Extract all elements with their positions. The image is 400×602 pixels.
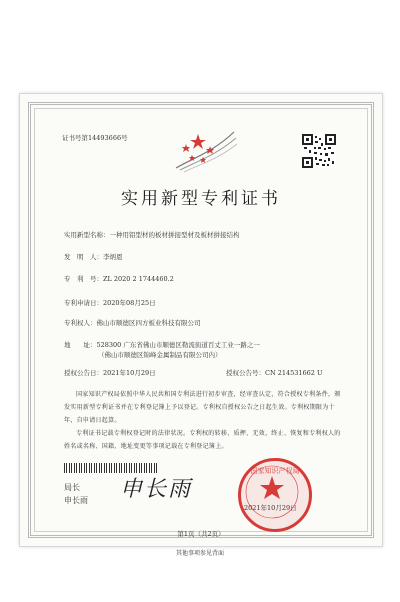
certificate-sheet [19,93,383,547]
utility-model-name-row [64,230,240,239]
certificate-title: 实用新型专利证书 [121,189,281,209]
row-value: ZL 2020 2 1744460.2 [103,275,174,283]
row-label: 地 址： [64,341,97,349]
footer-note: 其他事项参见背面 [175,550,224,557]
application-date-row [64,298,156,307]
page-number: 第1页（共2页） [177,530,225,538]
announce-number: 授权公告号：CN 214531662 U [226,369,323,377]
qr-code-icon [302,134,336,168]
address-line2: （佛山市顺德区锦峰金属制品有限公司内） [98,351,222,359]
row-label: 专利权人： [64,319,97,327]
signature-name-print: 申长雨 [64,496,88,505]
signature: 申长雨 [120,477,193,502]
row-value: 李炳恩 [103,253,123,261]
inventor-row [64,252,123,261]
legal-paragraph-1: 国家知识产权局依照中华人民共和国专利法进行初步审查，经审查认定，符合授权专利条件，颁发实用新型专利证书并在专利登记簿上予以登记。专利权自授权公告之日起生效。专利权期限为十年，自申请日起算。 [64,391,341,424]
address-row [64,340,260,349]
row-label: 发 明 人： [64,253,103,261]
signature-role: 局长 [64,483,80,492]
row-label: 实用新型名称： [64,231,110,239]
official-seal [238,458,312,532]
patentee-row [64,318,201,327]
row-value: 一种用铝型材的板材拼接型材及板材拼接结构 [109,231,240,239]
certificate-number: 证书号第14493666号 [62,134,128,142]
seal-date: 2021年10月29日 [244,504,297,512]
row-value: 佛山市顺德区四方板业科技有限公司 [96,319,201,327]
row-value: 2020年08月25日 [103,299,156,307]
seal-star-icon [260,476,284,499]
legal-paragraph-2: 专利证书记载专利权登记时的法律状况。专利权的转移、质押、无效、终止、恢复和专利权人的姓名或名称、国籍、地址变更等事项记载在专利登记簿上。 [64,430,341,450]
announce-date: 授权公告日：2021年10月29日 [64,369,156,377]
seal-text: 国家知识产权局 [250,467,300,475]
row-label: 专 利 号： [64,275,103,283]
emblem-icon [168,124,238,174]
patent-number-row [64,274,174,283]
address-line1: 528300 广东省佛山市顺德区勒流街道百丈工业一路之一 [96,341,260,349]
row-label: 专利申请日： [64,299,103,307]
